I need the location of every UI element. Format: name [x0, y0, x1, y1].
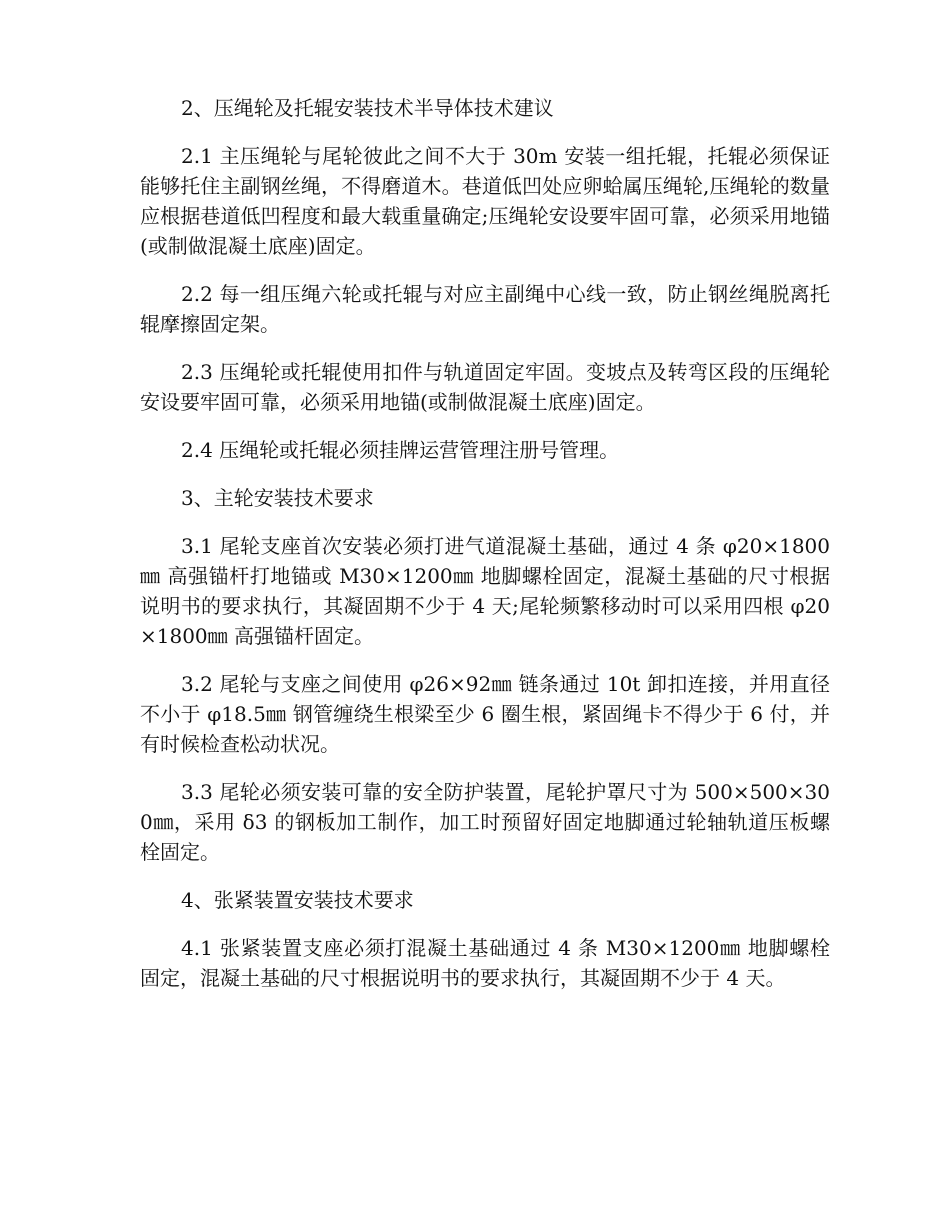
- section-heading-4: 4、张紧装置安装技术要求: [181, 888, 414, 912]
- paragraph-3-1: 3.1 尾轮支座首次安装必须打进气道混凝土基础，通过 4 条 φ20×1800㎜ 高强锚杆打地锚或 M30×1200㎜ 地脚螺栓固定，混凝土基础的尺寸根据说明书的要求执行，其凝固期不少于 4 天;尾轮频繁移动时可以采用四根 φ20×1800㎜ 高强锚杆固定。: [140, 534, 830, 648]
- paragraph-2-4: 2.4 压绳轮或托辊必须挂牌运营管理注册号管理。: [181, 438, 620, 462]
- paragraph-3-2: 3.2 尾轮与支座之间使用 φ26×92㎜ 链条通过 10t 卸扣连接，并用直径不小于 φ18.5㎜ 钢管缠绕生根梁至少 6 圈生根，紧固绳卡不得少于 6 付，并有时候检查松动状况。: [140, 672, 830, 756]
- document-body: [140, 93, 830, 1011]
- section-heading-2: 2、压绳轮及托辊安装技术半导体技术建议: [181, 96, 554, 120]
- paragraph-2-3: 2.3 压绳轮或托辊使用扣件与轨道固定牢固。变坡点及转弯区段的压绳轮安设要牢固可靠，必须采用地锚(或制做混凝土底座)固定。: [140, 360, 830, 414]
- paragraph-4-1: 4.1 张紧装置支座必须打混凝土基础通过 4 条 M30×1200㎜ 地脚螺栓固定，混凝土基础的尺寸根据说明书的要求执行，其凝固期不少于 4 天。: [140, 936, 830, 990]
- paragraph-3-3: 3.3 尾轮必须安装可靠的安全防护装置，尾轮护罩尺寸为 500×500×300㎜，采用 δ3 的钢板加工制作，加工时预留好固定地脚通过轮轴轨道压板螺栓固定。: [140, 780, 830, 864]
- section-heading-3: 3、主轮安装技术要求: [181, 486, 374, 510]
- paragraph-2-1: 2.1 主压绳轮与尾轮彼此之间不大于 30m 安装一组托辊，托辊必须保证能够托住主副钢丝绳，不得磨道木。巷道低凹处应卵蛤属压绳轮,压绳轮的数量应根据巷道低凹程度和最大载重量确定;压绳轮安设要牢固可靠，必须采用地锚(或制做混凝土底座)固定。: [140, 144, 830, 258]
- paragraph-2-2: 2.2 每一组压绳六轮或托辊与对应主副绳中心线一致，防止钢丝绳脱离托辊摩擦固定架。: [140, 282, 830, 336]
